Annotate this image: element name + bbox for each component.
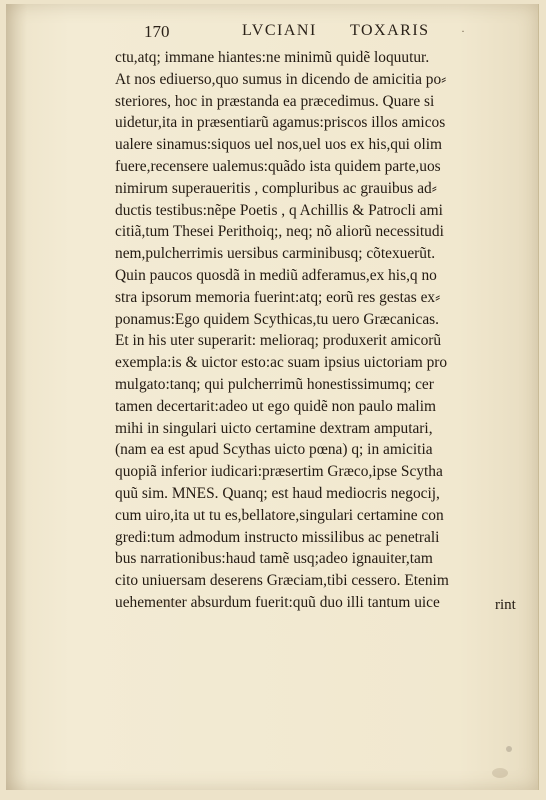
text-line: nimirum superaueritis , compluribus ac grauibus ad⸗	[115, 179, 437, 197]
page-header	[6, 22, 538, 46]
text-line: mulgato:tanq; qui pulcherrimũ honestissimumq; cer	[115, 375, 434, 393]
text-line: gredi:tum admodum instructo missilibus ac penetrali	[115, 528, 440, 546]
book-page	[6, 4, 539, 790]
text-line: cito uniuersam deserens Græciam,tibi cessero. Etenim	[115, 572, 449, 590]
text-line: ductis testibus:nẽpe Poetis , q Achillis & Patrocli ami	[115, 201, 443, 219]
catchword: rint	[495, 597, 516, 613]
text-line: quopiã inferior iudicari:præsertim Græco,ipse Scytha	[115, 463, 443, 481]
running-title-author: LVCIANI	[242, 22, 317, 39]
paper-stain	[492, 768, 508, 778]
text-line: fuere,recensere ualemus:quãdo ista quidem parte,uos	[115, 157, 441, 175]
text-line: stra ipsorum memoria fuerint:atq; eorũ res gestas ex⸗	[115, 288, 441, 306]
text-line: ctu,atq; immane hiantes:ne minimũ quidẽ loquutur.	[115, 49, 430, 66]
text-line: uehementer absurdum fuerit:quũ duo illi tantum uice	[115, 593, 440, 611]
text-line: nem,pulcherrimis uersibus carminibusq; cõtexuerũt.	[115, 245, 436, 263]
text-line: uidetur,ita in præsentiarũ agamus:priscos illos amicos	[115, 114, 446, 132]
text-line: mihi in singulari uicto certamine dextram amputari,	[115, 419, 433, 437]
ink-spot	[506, 746, 512, 752]
text-line: bus narrationibus:haud tamẽ usq;adeo ignauiter,tam	[115, 550, 433, 568]
text-line: Et in his uter superarit: melioraq; produxerit amicorũ	[115, 332, 442, 350]
text-line: At nos ediuerso,quo sumus in dicendo de amicitia po⸗	[115, 70, 447, 88]
paper-stain	[156, 600, 184, 607]
running-title-work: TOXARIS	[350, 22, 430, 39]
text-line: steriores, hoc in præstanda ea præcedimus. Quare si	[115, 92, 435, 110]
text-line: ponamus:Ego quidem Scythicas,tu uero Græcanicas.	[115, 310, 439, 328]
text-line: tamen decertarit:adeo ut ego quidẽ non paulo malim	[115, 397, 436, 415]
text-line: citiã,tum Thesei Perithoiq;, neq; nõ aliorũ necessitudi	[115, 223, 444, 241]
text-line: Quin paucos quosdã in mediũ adferamus,ex his,q no	[115, 266, 437, 284]
page-number: 170	[144, 22, 170, 41]
body-text	[115, 47, 531, 614]
text-line: (nam ea est apud Scythas uicto pœna) q; in amicitia	[115, 441, 433, 459]
text-line: ualere sinamus:siquos uel nos,uel uos ex his,qui olim	[115, 136, 443, 154]
text-line: quũ sim. MNES. Quanq; est haud mediocris negocij,	[115, 484, 440, 502]
header-mark: ·	[461, 24, 465, 38]
text-line: exempla:is & uictor esto:ac suam ipsius uictoriam pro	[115, 354, 448, 372]
text-line: cum uiro,ita ut tu es,bellatore,singulari certamine con	[115, 506, 444, 524]
